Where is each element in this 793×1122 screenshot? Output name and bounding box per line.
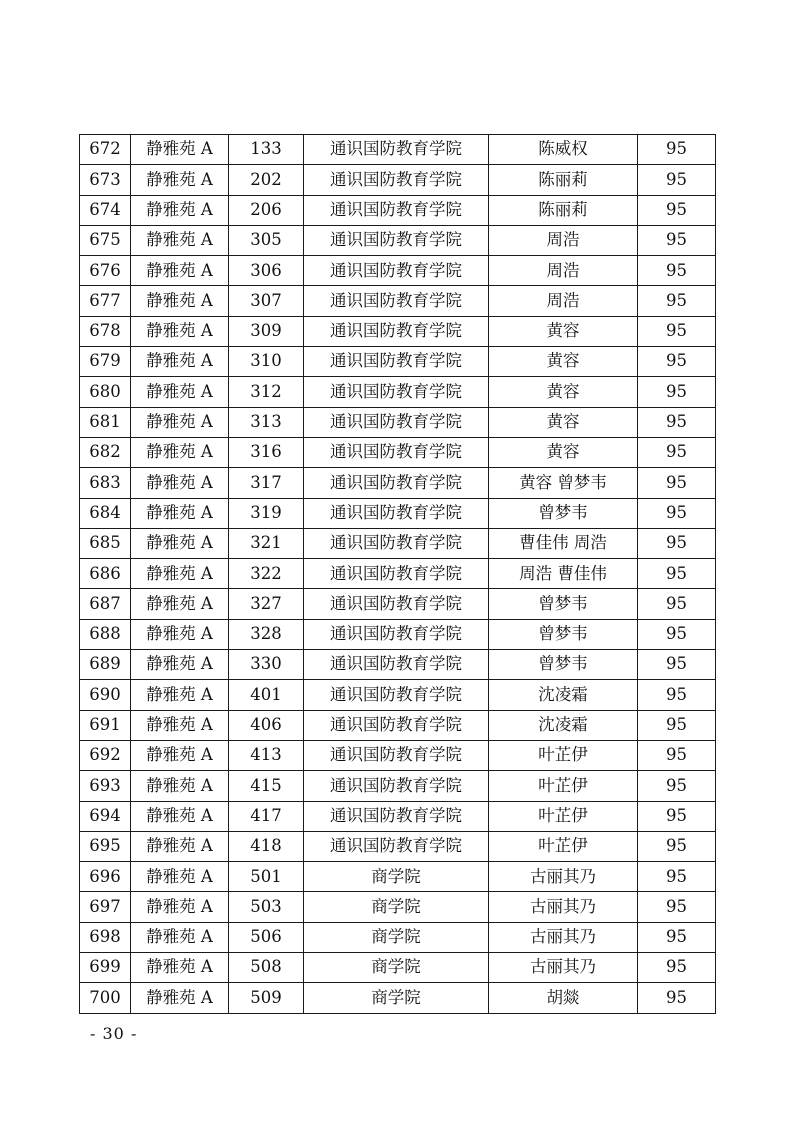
table-row bbox=[80, 377, 716, 407]
room-number-cell: 202 bbox=[229, 165, 304, 195]
table-row bbox=[80, 801, 716, 831]
room-number-cell: 415 bbox=[229, 771, 304, 801]
row-number-cell: 672 bbox=[80, 135, 131, 165]
name-cell: 黄容 bbox=[489, 437, 638, 467]
college-cell: 通识国防教育学院 bbox=[304, 256, 489, 286]
college-cell: 通识国防教育学院 bbox=[304, 710, 489, 740]
table-row bbox=[80, 740, 716, 770]
table-row bbox=[80, 347, 716, 377]
table-row bbox=[80, 559, 716, 589]
score-cell: 95 bbox=[638, 528, 716, 558]
name-cell: 胡燚 bbox=[489, 983, 638, 1013]
college-cell: 通识国防教育学院 bbox=[304, 771, 489, 801]
score-cell: 95 bbox=[638, 286, 716, 316]
score-cell: 95 bbox=[638, 559, 716, 589]
name-cell: 叶芷伊 bbox=[489, 740, 638, 770]
table-row bbox=[80, 407, 716, 437]
room-number-cell: 133 bbox=[229, 135, 304, 165]
score-cell: 95 bbox=[638, 862, 716, 892]
room-number-cell: 306 bbox=[229, 256, 304, 286]
table-row bbox=[80, 710, 716, 740]
college-cell: 商学院 bbox=[304, 892, 489, 922]
row-number-cell: 682 bbox=[80, 437, 131, 467]
table-row bbox=[80, 650, 716, 680]
building-cell: 静雅苑 A bbox=[131, 619, 229, 649]
name-cell: 曾梦韦 bbox=[489, 650, 638, 680]
name-cell: 古丽其乃 bbox=[489, 922, 638, 952]
score-cell: 95 bbox=[638, 650, 716, 680]
row-number-cell: 681 bbox=[80, 407, 131, 437]
row-number-cell: 673 bbox=[80, 165, 131, 195]
college-cell: 通识国防教育学院 bbox=[304, 589, 489, 619]
college-cell: 通识国防教育学院 bbox=[304, 528, 489, 558]
table-row bbox=[80, 771, 716, 801]
name-cell: 曹佳伟 周浩 bbox=[489, 528, 638, 558]
room-number-cell: 401 bbox=[229, 680, 304, 710]
college-cell: 通识国防教育学院 bbox=[304, 559, 489, 589]
college-cell: 通识国防教育学院 bbox=[304, 377, 489, 407]
table-body bbox=[80, 135, 716, 1014]
building-cell: 静雅苑 A bbox=[131, 862, 229, 892]
row-number-cell: 694 bbox=[80, 801, 131, 831]
building-cell: 静雅苑 A bbox=[131, 377, 229, 407]
college-cell: 通识国防教育学院 bbox=[304, 498, 489, 528]
college-cell: 通识国防教育学院 bbox=[304, 195, 489, 225]
table-row bbox=[80, 831, 716, 861]
building-cell: 静雅苑 A bbox=[131, 831, 229, 861]
name-cell: 陈丽莉 bbox=[489, 195, 638, 225]
building-cell: 静雅苑 A bbox=[131, 225, 229, 255]
name-cell: 古丽其乃 bbox=[489, 862, 638, 892]
room-number-cell: 313 bbox=[229, 407, 304, 437]
score-cell: 95 bbox=[638, 589, 716, 619]
row-number-cell: 692 bbox=[80, 740, 131, 770]
room-number-cell: 309 bbox=[229, 316, 304, 346]
room-number-cell: 328 bbox=[229, 619, 304, 649]
table-row bbox=[80, 135, 716, 165]
row-number-cell: 683 bbox=[80, 468, 131, 498]
name-cell: 黄容 bbox=[489, 407, 638, 437]
score-cell: 95 bbox=[638, 135, 716, 165]
building-cell: 静雅苑 A bbox=[131, 953, 229, 983]
room-number-cell: 307 bbox=[229, 286, 304, 316]
name-cell: 黄容 bbox=[489, 316, 638, 346]
score-cell: 95 bbox=[638, 498, 716, 528]
name-cell: 黄容 bbox=[489, 377, 638, 407]
row-number-cell: 676 bbox=[80, 256, 131, 286]
building-cell: 静雅苑 A bbox=[131, 468, 229, 498]
row-number-cell: 693 bbox=[80, 771, 131, 801]
row-number-cell: 674 bbox=[80, 195, 131, 225]
table-row bbox=[80, 165, 716, 195]
table-row bbox=[80, 680, 716, 710]
score-cell: 95 bbox=[638, 953, 716, 983]
row-number-cell: 686 bbox=[80, 559, 131, 589]
room-number-cell: 413 bbox=[229, 740, 304, 770]
building-cell: 静雅苑 A bbox=[131, 407, 229, 437]
college-cell: 通识国防教育学院 bbox=[304, 286, 489, 316]
row-number-cell: 700 bbox=[80, 983, 131, 1013]
score-cell: 95 bbox=[638, 740, 716, 770]
college-cell: 商学院 bbox=[304, 862, 489, 892]
row-number-cell: 687 bbox=[80, 589, 131, 619]
row-number-cell: 680 bbox=[80, 377, 131, 407]
table-row bbox=[80, 953, 716, 983]
building-cell: 静雅苑 A bbox=[131, 892, 229, 922]
building-cell: 静雅苑 A bbox=[131, 983, 229, 1013]
building-cell: 静雅苑 A bbox=[131, 256, 229, 286]
name-cell: 古丽其乃 bbox=[489, 892, 638, 922]
building-cell: 静雅苑 A bbox=[131, 680, 229, 710]
college-cell: 通识国防教育学院 bbox=[304, 680, 489, 710]
college-cell: 商学院 bbox=[304, 922, 489, 952]
college-cell: 通识国防教育学院 bbox=[304, 831, 489, 861]
name-cell: 叶芷伊 bbox=[489, 771, 638, 801]
score-cell: 95 bbox=[638, 801, 716, 831]
score-cell: 95 bbox=[638, 407, 716, 437]
name-cell: 周浩 bbox=[489, 286, 638, 316]
college-cell: 通识国防教育学院 bbox=[304, 619, 489, 649]
name-cell: 周浩 bbox=[489, 225, 638, 255]
score-cell: 95 bbox=[638, 680, 716, 710]
name-cell: 黄容 bbox=[489, 347, 638, 377]
room-number-cell: 312 bbox=[229, 377, 304, 407]
score-cell: 95 bbox=[638, 771, 716, 801]
row-number-cell: 691 bbox=[80, 710, 131, 740]
row-number-cell: 689 bbox=[80, 650, 131, 680]
college-cell: 通识国防教育学院 bbox=[304, 801, 489, 831]
row-number-cell: 679 bbox=[80, 347, 131, 377]
row-number-cell: 678 bbox=[80, 316, 131, 346]
score-cell: 95 bbox=[638, 922, 716, 952]
table-row bbox=[80, 468, 716, 498]
score-cell: 95 bbox=[638, 377, 716, 407]
room-number-cell: 509 bbox=[229, 983, 304, 1013]
building-cell: 静雅苑 A bbox=[131, 316, 229, 346]
score-cell: 95 bbox=[638, 892, 716, 922]
name-cell: 叶芷伊 bbox=[489, 801, 638, 831]
building-cell: 静雅苑 A bbox=[131, 437, 229, 467]
score-cell: 95 bbox=[638, 256, 716, 286]
building-cell: 静雅苑 A bbox=[131, 165, 229, 195]
room-number-cell: 508 bbox=[229, 953, 304, 983]
name-cell: 曾梦韦 bbox=[489, 589, 638, 619]
college-cell: 通识国防教育学院 bbox=[304, 650, 489, 680]
name-cell: 叶芷伊 bbox=[489, 831, 638, 861]
page-number: - 30 - bbox=[90, 1024, 138, 1043]
score-cell: 95 bbox=[638, 195, 716, 225]
score-cell: 95 bbox=[638, 347, 716, 377]
room-number-cell: 310 bbox=[229, 347, 304, 377]
room-number-cell: 406 bbox=[229, 710, 304, 740]
name-cell: 古丽其乃 bbox=[489, 953, 638, 983]
score-cell: 95 bbox=[638, 165, 716, 195]
room-number-cell: 317 bbox=[229, 468, 304, 498]
name-cell: 陈威权 bbox=[489, 135, 638, 165]
building-cell: 静雅苑 A bbox=[131, 135, 229, 165]
building-cell: 静雅苑 A bbox=[131, 589, 229, 619]
room-number-cell: 327 bbox=[229, 589, 304, 619]
table-row bbox=[80, 528, 716, 558]
building-cell: 静雅苑 A bbox=[131, 710, 229, 740]
name-cell: 沈凌霜 bbox=[489, 680, 638, 710]
building-cell: 静雅苑 A bbox=[131, 559, 229, 589]
score-cell: 95 bbox=[638, 831, 716, 861]
row-number-cell: 675 bbox=[80, 225, 131, 255]
table-row bbox=[80, 862, 716, 892]
table-row bbox=[80, 437, 716, 467]
college-cell: 通识国防教育学院 bbox=[304, 225, 489, 255]
college-cell: 通识国防教育学院 bbox=[304, 135, 489, 165]
table-row bbox=[80, 983, 716, 1013]
score-cell: 95 bbox=[638, 316, 716, 346]
score-cell: 95 bbox=[638, 983, 716, 1013]
row-number-cell: 677 bbox=[80, 286, 131, 316]
table-row bbox=[80, 619, 716, 649]
building-cell: 静雅苑 A bbox=[131, 740, 229, 770]
room-number-cell: 322 bbox=[229, 559, 304, 589]
row-number-cell: 695 bbox=[80, 831, 131, 861]
table-row bbox=[80, 286, 716, 316]
room-number-cell: 501 bbox=[229, 862, 304, 892]
room-number-cell: 503 bbox=[229, 892, 304, 922]
college-cell: 通识国防教育学院 bbox=[304, 437, 489, 467]
row-number-cell: 688 bbox=[80, 619, 131, 649]
table-row bbox=[80, 922, 716, 952]
room-number-cell: 305 bbox=[229, 225, 304, 255]
score-cell: 95 bbox=[638, 225, 716, 255]
row-number-cell: 684 bbox=[80, 498, 131, 528]
name-cell: 曾梦韦 bbox=[489, 619, 638, 649]
building-cell: 静雅苑 A bbox=[131, 195, 229, 225]
row-number-cell: 699 bbox=[80, 953, 131, 983]
room-number-cell: 206 bbox=[229, 195, 304, 225]
building-cell: 静雅苑 A bbox=[131, 498, 229, 528]
college-cell: 通识国防教育学院 bbox=[304, 468, 489, 498]
score-cell: 95 bbox=[638, 619, 716, 649]
college-cell: 通识国防教育学院 bbox=[304, 407, 489, 437]
building-cell: 静雅苑 A bbox=[131, 771, 229, 801]
name-cell: 陈丽莉 bbox=[489, 165, 638, 195]
dormitory-score-table bbox=[79, 134, 716, 1014]
room-number-cell: 316 bbox=[229, 437, 304, 467]
table-row bbox=[80, 892, 716, 922]
score-cell: 95 bbox=[638, 468, 716, 498]
room-number-cell: 319 bbox=[229, 498, 304, 528]
table-row bbox=[80, 498, 716, 528]
room-number-cell: 418 bbox=[229, 831, 304, 861]
room-number-cell: 330 bbox=[229, 650, 304, 680]
name-cell: 沈凌霜 bbox=[489, 710, 638, 740]
row-number-cell: 685 bbox=[80, 528, 131, 558]
row-number-cell: 697 bbox=[80, 892, 131, 922]
name-cell: 曾梦韦 bbox=[489, 498, 638, 528]
table-row bbox=[80, 316, 716, 346]
building-cell: 静雅苑 A bbox=[131, 801, 229, 831]
table-row bbox=[80, 195, 716, 225]
building-cell: 静雅苑 A bbox=[131, 347, 229, 377]
score-cell: 95 bbox=[638, 710, 716, 740]
college-cell: 通识国防教育学院 bbox=[304, 165, 489, 195]
row-number-cell: 696 bbox=[80, 862, 131, 892]
table-row bbox=[80, 589, 716, 619]
row-number-cell: 698 bbox=[80, 922, 131, 952]
room-number-cell: 417 bbox=[229, 801, 304, 831]
room-number-cell: 321 bbox=[229, 528, 304, 558]
college-cell: 通识国防教育学院 bbox=[304, 347, 489, 377]
row-number-cell: 690 bbox=[80, 680, 131, 710]
college-cell: 商学院 bbox=[304, 983, 489, 1013]
name-cell: 周浩 曹佳伟 bbox=[489, 559, 638, 589]
building-cell: 静雅苑 A bbox=[131, 528, 229, 558]
building-cell: 静雅苑 A bbox=[131, 286, 229, 316]
score-cell: 95 bbox=[638, 437, 716, 467]
room-number-cell: 506 bbox=[229, 922, 304, 952]
name-cell: 黄容 曾梦韦 bbox=[489, 468, 638, 498]
table-row bbox=[80, 256, 716, 286]
building-cell: 静雅苑 A bbox=[131, 650, 229, 680]
name-cell: 周浩 bbox=[489, 256, 638, 286]
building-cell: 静雅苑 A bbox=[131, 922, 229, 952]
college-cell: 商学院 bbox=[304, 953, 489, 983]
table-row bbox=[80, 225, 716, 255]
college-cell: 通识国防教育学院 bbox=[304, 740, 489, 770]
college-cell: 通识国防教育学院 bbox=[304, 316, 489, 346]
